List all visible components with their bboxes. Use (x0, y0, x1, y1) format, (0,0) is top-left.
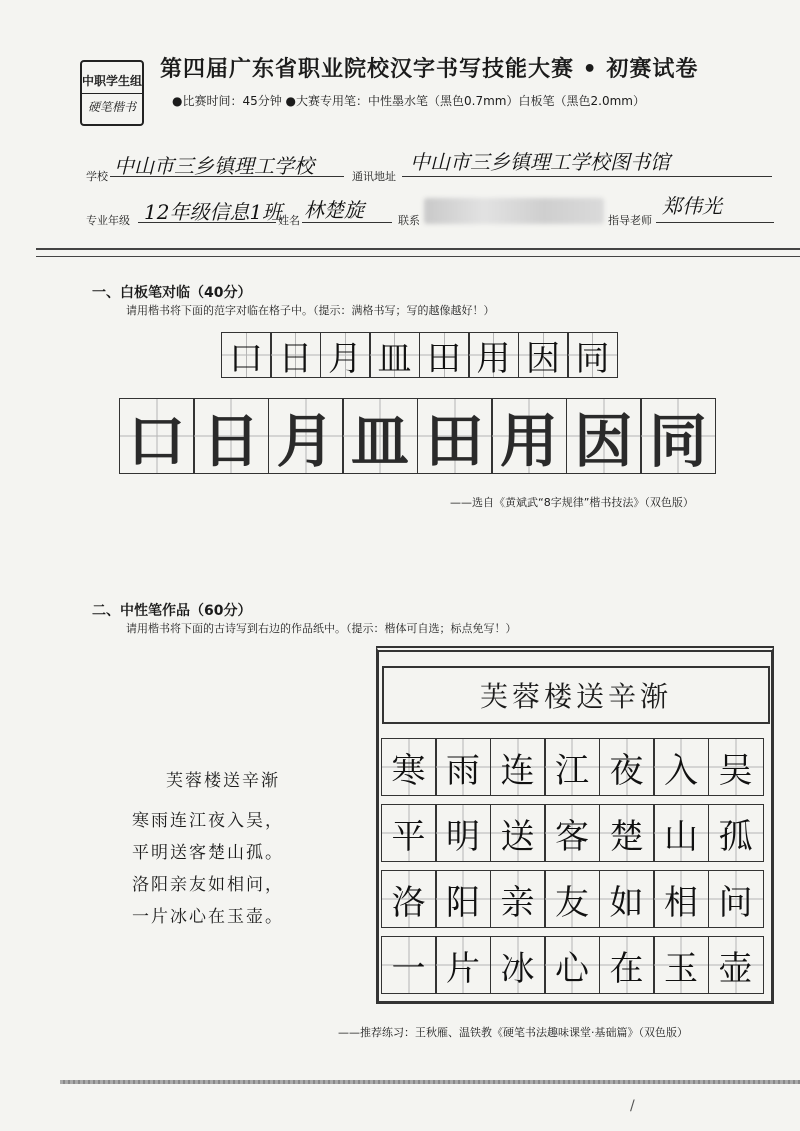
address-underline (402, 176, 772, 177)
header-divider (36, 248, 800, 257)
badge-group: 中职学生组 (82, 72, 142, 94)
section1-title: 一、白板笔对临（40分） (92, 285, 252, 301)
school-underline (110, 176, 344, 177)
work-cell: 寒 (381, 738, 437, 796)
teacher-value: 郑伟光 (662, 194, 722, 218)
copy-cell: 因 (518, 332, 569, 378)
poem-line: 一片冰心在玉壶。 (132, 907, 284, 927)
contact-redacted (424, 198, 604, 224)
teacher-label: 指导老师 (608, 214, 652, 227)
work-cell: 夜 (599, 738, 655, 796)
name-value: 林楚旋 (304, 198, 364, 222)
work-cell: 壶 (708, 936, 764, 994)
work-cell: 在 (599, 936, 655, 994)
contact-label: 联系 (398, 214, 420, 227)
work-paper-title: 芙蓉楼送辛渐 (382, 666, 770, 724)
page-title: 第四届广东省职业院校汉字书写技能大赛 • 初赛试卷 (160, 57, 699, 82)
major-underline (138, 222, 276, 223)
poem-line: 洛阳亲友如相问， (132, 875, 284, 895)
work-cell: 问 (708, 870, 764, 928)
work-cell: 雨 (435, 738, 491, 796)
major-label: 专业年级 (86, 214, 130, 227)
work-cell: 孤 (708, 804, 764, 862)
work-cell: 友 (544, 870, 600, 928)
work-cell: 江 (544, 738, 600, 796)
model-cell: 同 (640, 398, 716, 474)
copy-cell: 日 (270, 332, 321, 378)
work-cell: 冰 (490, 936, 546, 994)
work-cell: 片 (435, 936, 491, 994)
section2-title: 二、中性笔作品（60分） (92, 603, 252, 619)
work-cell: 如 (599, 870, 655, 928)
work-cell: 入 (653, 738, 709, 796)
model-grid-row (120, 398, 716, 474)
copy-cell: 田 (419, 332, 470, 378)
section1-source: ——选自《黄斌武“8字规律”楷书技法》（双色版） (450, 496, 694, 509)
model-cell: 皿 (342, 398, 418, 474)
copy-cell: 月 (320, 332, 371, 378)
copy-cell: 皿 (369, 332, 420, 378)
work-cell: 客 (544, 804, 600, 862)
major-value: 12年级信息1班 (144, 200, 283, 224)
work-cell: 楚 (599, 804, 655, 862)
section2-source: ——推荐练习：王秋雁、温铁教《硬笔书法趣味课堂·基础篇》（双色版） (338, 1026, 688, 1039)
model-cell: 月 (268, 398, 344, 474)
poem-line: 寒雨连江夜入吴， (132, 811, 284, 831)
work-cell: 亲 (490, 870, 546, 928)
work-cell: 一 (381, 936, 437, 994)
work-paper-row (382, 738, 764, 796)
work-cell: 玉 (653, 936, 709, 994)
work-cell: 明 (435, 804, 491, 862)
work-cell: 吴 (708, 738, 764, 796)
teacher-underline (656, 222, 774, 223)
work-paper-row (382, 870, 764, 928)
model-cell: 用 (491, 398, 567, 474)
badge-category: 硬笔楷书 (87, 99, 136, 114)
group-badge (80, 60, 144, 126)
work-cell: 相 (653, 870, 709, 928)
model-cell: 日 (193, 398, 269, 474)
address-label: 通讯地址 (352, 170, 396, 183)
model-cell: 口 (119, 398, 195, 474)
section1-hint: 请用楷书将下面的范字对临在格子中。（提示：满格书写；写的越像越好！） (126, 304, 495, 317)
work-cell: 阳 (435, 870, 491, 928)
copy-cell: 口 (221, 332, 272, 378)
school-label: 学校 (86, 170, 108, 183)
copy-grid-row (222, 332, 618, 378)
work-paper-row (382, 804, 764, 862)
address-value: 中山市三乡镇理工学校图书馆 (410, 150, 670, 174)
poem-line: 平明送客楚山孤。 (132, 843, 284, 863)
footer-divider (60, 1080, 800, 1084)
model-cell: 因 (566, 398, 642, 474)
section2-hint: 请用楷书将下面的古诗写到右边的作品纸中。（提示：楷体可自选；标点免写！） (126, 622, 517, 635)
work-cell: 连 (490, 738, 546, 796)
work-cell: 送 (490, 804, 546, 862)
school-value: 中山市三乡镇理工学校 (114, 154, 314, 178)
model-cell: 田 (417, 398, 493, 474)
scan-mark: / (630, 1098, 635, 1114)
name-label: 姓名 (278, 214, 300, 227)
work-cell: 山 (653, 804, 709, 862)
work-cell: 平 (381, 804, 437, 862)
page-subtitle: ●比赛时间：45分钟 ●大赛专用笔：中性墨水笔（黑色0.7mm）白板笔（黑色2.0mm） (172, 94, 645, 108)
work-cell: 心 (544, 936, 600, 994)
work-cell: 洛 (381, 870, 437, 928)
poem-title: 芙蓉楼送辛渐 (166, 771, 280, 791)
copy-cell: 同 (567, 332, 618, 378)
name-underline (302, 222, 392, 223)
work-paper-row (382, 936, 764, 994)
copy-cell: 用 (468, 332, 519, 378)
